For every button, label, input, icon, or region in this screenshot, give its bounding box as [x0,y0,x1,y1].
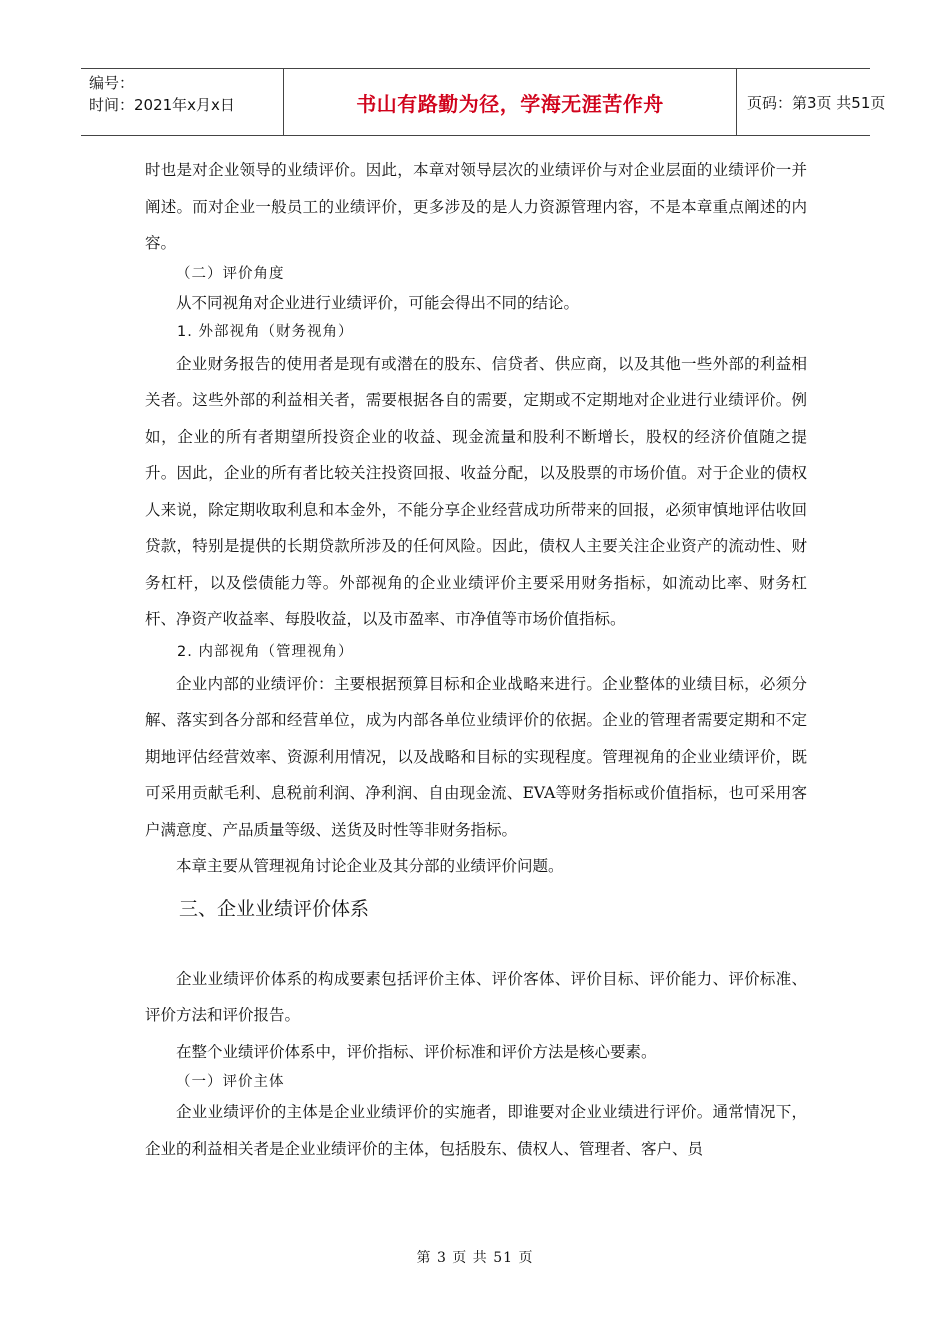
paragraph: 在整个业绩评价体系中，评价指标、评价标准和评价方法是核心要素。 [176,1042,657,1061]
subsection-heading-evaluation-subject: （一）评价主体 [176,1074,285,1090]
paragraph: 企业业绩评价的主体是企业业绩评价的实施者，即谁要对企业业绩进行评价。通常情况下，企业的利益相关者是企业业绩评价的主体，包括股东、债权人、管理者、客户、员 [145,1103,807,1158]
page-footer: 第 3 页 共 51 页 [416,1250,534,1266]
document-body [145,152,807,1167]
header-left [81,69,283,135]
subsection-heading-evaluation-perspective: （二）评价角度 [176,265,285,282]
paragraph: 从不同视角对企业进行业绩评价，可能会得出不同的结论。 [176,293,580,312]
document-date: 时间：2021年x月x日 [89,96,235,114]
list-item-external-perspective: 1. 外部视角（财务视角） [177,323,354,340]
header-page-info: 页码：第3页 共51页 [747,93,886,112]
paragraph: 本章主要从管理视角讨论企业及其分部的业绩评价问题。 [176,857,564,875]
header-middle [283,69,737,135]
paragraph: 企业财务报告的使用者是现有或潜在的股东、信贷者、供应商，以及其他一些外部的利益相关者。这些外部的利益相关者，需要根据各自的需要，定期或不定期地对企业进行业绩评价。例如，企业的所有者期望所投资企业的收益、现金流量和股利不断增长，股权的经济价值随之提升。因此，企业的所有者比较关注投资回报、收益分配，以及股票的市场价值。对于企业的债权人来说，除定期收取利息和本金外，不能分享企业经营成功所带来的回报，必须审慎地评估收回贷款，特别是提供的长期贷款所涉及的任何风险。因此，债权人主要关注企业资产的流动性、财务杠杆，以及偿债能力等。外部视角的企业业绩评价主要采用财务指标，如流动比率、财务杠杆、净资产收益率、每股收益，以及市盈率、市净值等市场价值指标。 [145,354,807,628]
list-item-internal-perspective: 2. 内部视角（管理视角） [177,643,354,660]
paragraph: 时也是对企业领导的业绩评价。因此，本章对领导层次的业绩评价与对企业层面的业绩评价一并阐述。而对企业一般员工的业绩评价，更多涉及的是人力资源管理内容，不是本章重点阐述的内容。 [145,161,807,252]
motto: 书山有路勤为径，学海无涯苦作舟 [356,91,664,116]
page-header [81,68,886,136]
section-heading: 三、企业业绩评价体系 [179,897,370,920]
document-number-label: 编号： [89,74,135,92]
paragraph: 企业业绩评价体系的构成要素包括评价主体、评价客体、评价目标、评价能力、评价标准、评价方法和评价报告。 [145,969,807,1024]
paragraph: 企业内部的业绩评价：主要根据预算目标和企业战略来进行。企业整体的业绩目标，必须分解、落实到各分部和经营单位，成为内部各单位业绩评价的依据。企业的管理者需要定期和不定期地评估经营效率、资源利用情况，以及战略和目标的实现程度。管理视角的企业业绩评价，既可采用贡献毛利、息税前利润、净利润、自由现金流、EVA等财务指标或价值指标，也可采用客户满意度、产品质量等级、送货及时性等非财务指标。 [145,674,807,839]
